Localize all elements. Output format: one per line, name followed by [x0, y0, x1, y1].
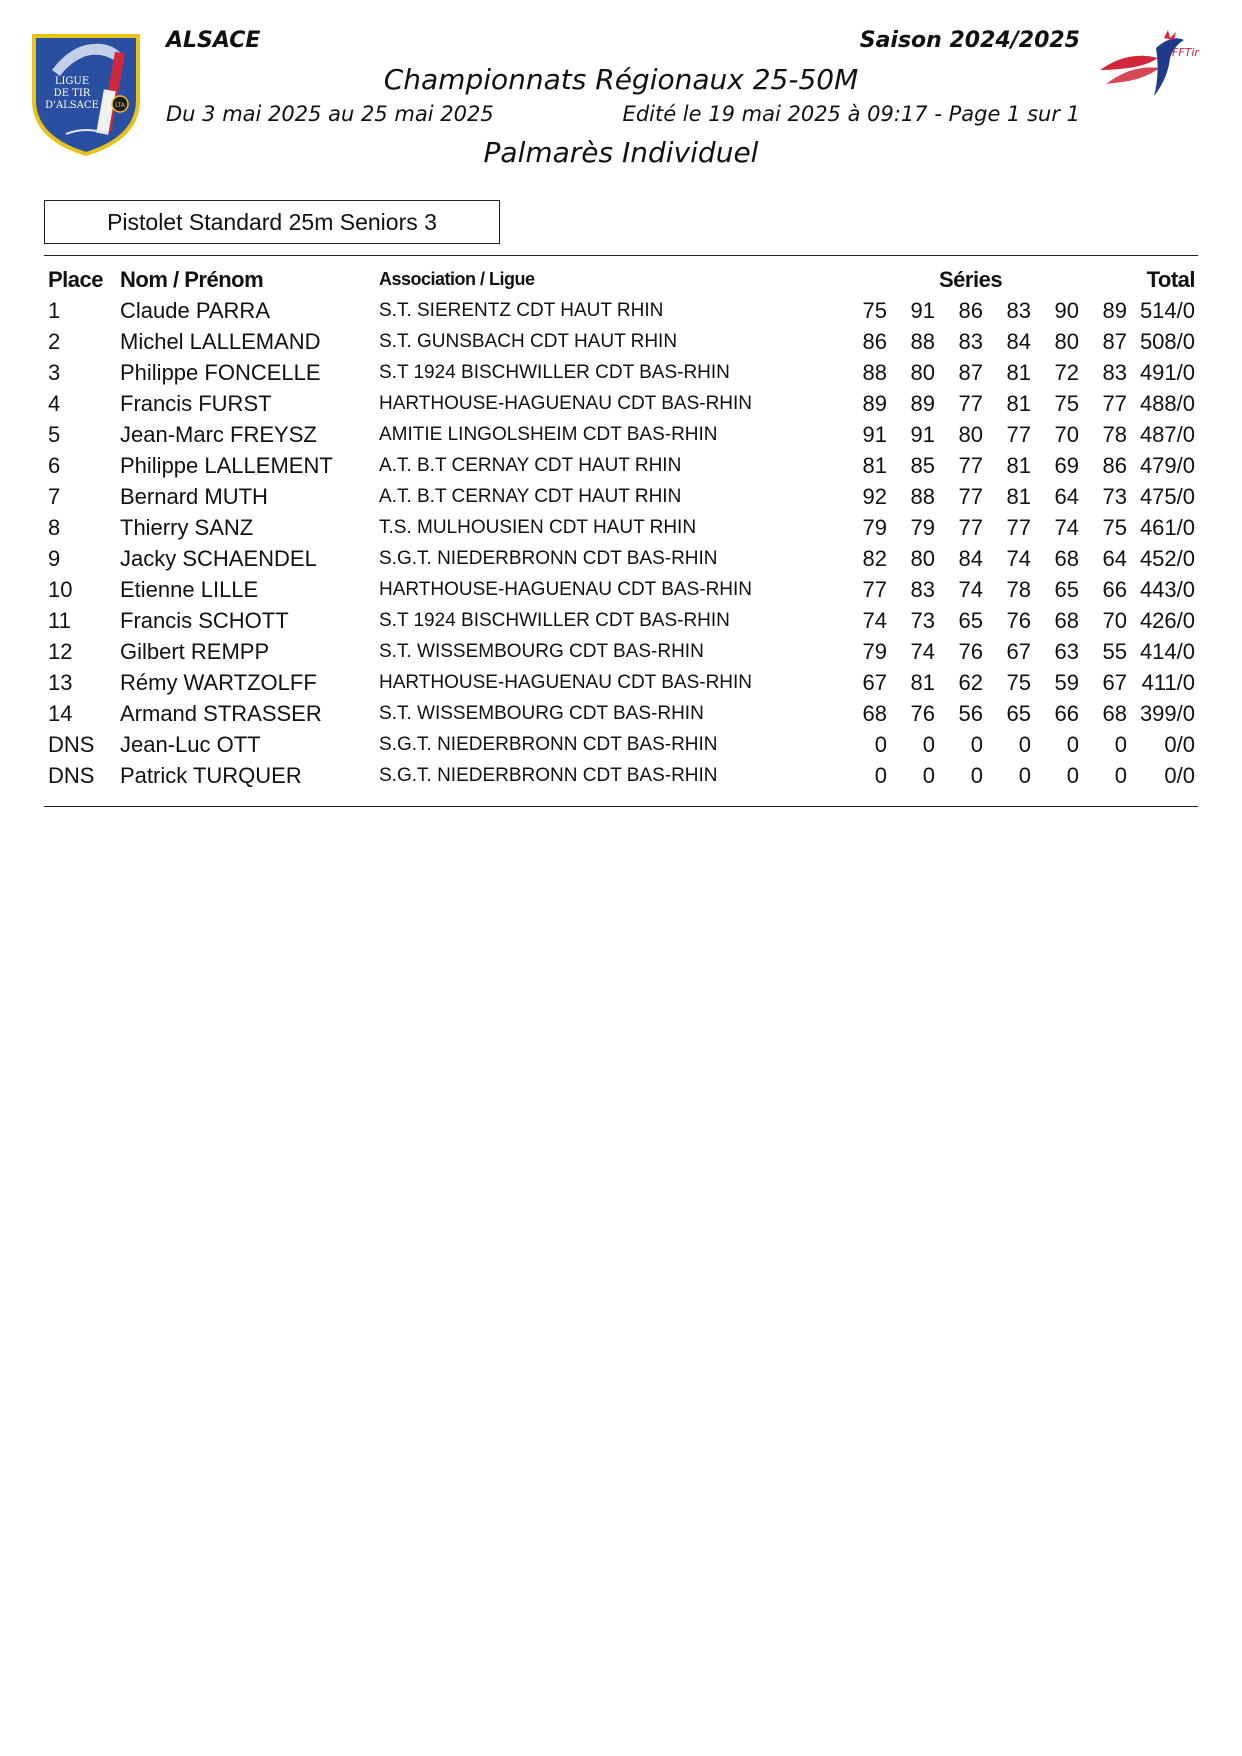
- series-6-cell: 68: [1102, 701, 1127, 726]
- series-2-cell: 80: [910, 360, 935, 385]
- total-cell: 0/0: [1164, 732, 1195, 757]
- total-cell: 411/0: [1141, 670, 1195, 695]
- place-cell: 6: [48, 453, 61, 478]
- place-cell: 2: [48, 329, 61, 354]
- series-2-cell: 79: [910, 515, 935, 540]
- association-cell: A.T. B.T CERNAY CDT HAUT RHIN: [379, 486, 682, 507]
- total-cell: 426/0: [1139, 608, 1195, 633]
- series-1-cell: 82: [862, 546, 887, 571]
- total-cell: 0/0: [1164, 763, 1195, 788]
- name-cell: Gilbert REMPP: [120, 639, 270, 664]
- series-4-cell: 67: [1006, 639, 1031, 664]
- table-row: [44, 481, 1198, 512]
- name-cell: Claude PARRA: [120, 298, 270, 323]
- series-2-cell: 89: [910, 391, 935, 416]
- series-4-cell: 81: [1006, 453, 1031, 478]
- table-row: [44, 512, 1198, 543]
- series-1-cell: 67: [862, 670, 887, 695]
- series-1-cell: 91: [862, 422, 887, 447]
- series-6-cell: 86: [1102, 453, 1127, 478]
- series-5-cell: 0: [1066, 763, 1079, 788]
- series-6-cell: 67: [1102, 670, 1127, 695]
- table-row: [44, 450, 1198, 481]
- table-header-row: [44, 264, 1198, 295]
- series-4-cell: 78: [1006, 577, 1031, 602]
- series-1-cell: 75: [862, 298, 887, 323]
- place-cell: 4: [48, 391, 61, 416]
- association-cell: S.T. SIERENTZ CDT HAUT RHIN: [379, 300, 664, 321]
- name-cell: Thierry SANZ: [120, 515, 254, 540]
- series-6-cell: 89: [1102, 298, 1127, 323]
- series-5-cell: 0: [1066, 732, 1079, 757]
- date-range: Du 3 mai 2025 au 25 mai 2025: [166, 102, 494, 126]
- table-row: [44, 419, 1198, 450]
- series-2-cell: 91: [910, 422, 935, 447]
- table-row: [44, 326, 1198, 357]
- table-row: [44, 729, 1198, 760]
- series-5-cell: 72: [1054, 360, 1079, 385]
- series-2-cell: 74: [910, 639, 935, 664]
- col-header-association: Association / Ligue: [379, 269, 535, 289]
- series-6-cell: 73: [1102, 484, 1127, 509]
- series-1-cell: 86: [862, 329, 887, 354]
- series-3-cell: 76: [958, 639, 983, 664]
- series-6-cell: 0: [1114, 732, 1127, 757]
- place-cell: DNS: [48, 732, 95, 757]
- series-1-cell: 88: [862, 360, 887, 385]
- series-1-cell: 74: [862, 608, 887, 633]
- logo-line1: LIGUE: [54, 76, 90, 87]
- series-4-cell: 76: [1006, 608, 1031, 633]
- series-5-cell: 75: [1054, 391, 1079, 416]
- table-top-rule: [44, 255, 1198, 256]
- logo-line2: DE TIR: [53, 88, 91, 99]
- total-cell: 443/0: [1139, 577, 1195, 602]
- championship-title: Championnats Régionaux 25-50M: [383, 63, 859, 96]
- series-3-cell: 80: [958, 422, 983, 447]
- page-subtitle: Palmarès Individuel: [483, 136, 759, 169]
- series-3-cell: 74: [958, 577, 983, 602]
- table-row: [44, 543, 1198, 574]
- series-6-cell: 70: [1102, 608, 1127, 633]
- edition-info: Edité le 19 mai 2025 à 09:17 - Page 1 sur 1: [622, 102, 1080, 126]
- series-1-cell: 0: [874, 763, 887, 788]
- name-cell: Bernard MUTH: [120, 484, 268, 509]
- name-cell: Jean-Luc OTT: [120, 732, 261, 757]
- place-cell: 7: [48, 484, 61, 509]
- name-cell: Francis FURST: [120, 391, 272, 416]
- col-header-name: Nom / Prénom: [120, 267, 264, 292]
- series-4-cell: 84: [1006, 329, 1031, 354]
- series-5-cell: 64: [1054, 484, 1079, 509]
- table-row: [44, 574, 1198, 605]
- table-row: [44, 698, 1198, 729]
- table-row: [44, 760, 1198, 791]
- place-cell: 14: [48, 701, 73, 726]
- series-5-cell: 90: [1054, 298, 1079, 323]
- table-row: [44, 357, 1198, 388]
- series-3-cell: 0: [970, 732, 983, 757]
- association-cell: S.T 1924 BISCHWILLER CDT BAS-RHIN: [379, 362, 730, 383]
- series-2-cell: 73: [910, 608, 935, 633]
- series-3-cell: 65: [958, 608, 983, 633]
- series-6-cell: 75: [1102, 515, 1127, 540]
- association-cell: S.T. WISSEMBOURG CDT BAS-RHIN: [379, 641, 704, 662]
- series-1-cell: 92: [862, 484, 887, 509]
- series-1-cell: 68: [862, 701, 887, 726]
- logo-badge: LTA: [115, 102, 125, 109]
- name-cell: Jean-Marc FREYSZ: [120, 422, 317, 447]
- series-6-cell: 78: [1102, 422, 1127, 447]
- table-row: [44, 636, 1198, 667]
- place-cell: 9: [48, 546, 61, 571]
- series-5-cell: 70: [1054, 422, 1079, 447]
- place-cell: 5: [48, 422, 61, 447]
- place-cell: 13: [48, 670, 73, 695]
- name-cell: Patrick TURQUER: [120, 763, 302, 788]
- series-2-cell: 88: [910, 484, 935, 509]
- total-cell: 475/0: [1139, 484, 1195, 509]
- total-cell: 488/0: [1139, 391, 1195, 416]
- series-6-cell: 66: [1102, 577, 1127, 602]
- total-cell: 452/0: [1139, 546, 1195, 571]
- series-6-cell: 83: [1102, 360, 1127, 385]
- series-4-cell: 81: [1006, 391, 1031, 416]
- series-5-cell: 59: [1054, 670, 1079, 695]
- series-3-cell: 77: [958, 453, 983, 478]
- series-3-cell: 77: [958, 391, 983, 416]
- association-cell: S.G.T. NIEDERBRONN CDT BAS-RHIN: [379, 765, 718, 786]
- table-body: [44, 295, 1198, 791]
- series-3-cell: 86: [958, 298, 983, 323]
- place-cell: 3: [48, 360, 61, 385]
- series-4-cell: 0: [1018, 732, 1031, 757]
- place-cell: DNS: [48, 763, 95, 788]
- series-2-cell: 76: [910, 701, 935, 726]
- place-cell: 1: [48, 298, 61, 323]
- event-title: Pistolet Standard 25m Seniors 3: [44, 200, 500, 244]
- col-header-place: Place: [48, 267, 103, 292]
- series-6-cell: 64: [1102, 546, 1127, 571]
- series-6-cell: 55: [1102, 639, 1127, 664]
- results-table: [44, 264, 1198, 791]
- series-4-cell: 83: [1006, 298, 1031, 323]
- col-header-series: Séries: [939, 267, 1003, 292]
- series-5-cell: 68: [1054, 546, 1079, 571]
- place-cell: 11: [48, 608, 71, 633]
- series-4-cell: 74: [1006, 546, 1031, 571]
- series-5-cell: 63: [1054, 639, 1079, 664]
- series-2-cell: 83: [910, 577, 935, 602]
- series-5-cell: 80: [1054, 329, 1079, 354]
- col-header-total: Total: [1146, 267, 1195, 292]
- series-2-cell: 0: [922, 732, 935, 757]
- association-cell: HARTHOUSE-HAGUENAU CDT BAS-RHIN: [379, 579, 753, 600]
- series-6-cell: 87: [1102, 329, 1127, 354]
- name-cell: Philippe FONCELLE: [120, 360, 321, 385]
- series-5-cell: 65: [1054, 577, 1079, 602]
- association-cell: A.T. B.T CERNAY CDT HAUT RHIN: [379, 455, 682, 476]
- series-1-cell: 89: [862, 391, 887, 416]
- table-row: [44, 667, 1198, 698]
- series-3-cell: 87: [958, 360, 983, 385]
- series-4-cell: 77: [1006, 515, 1031, 540]
- total-cell: 508/0: [1139, 329, 1195, 354]
- series-5-cell: 74: [1054, 515, 1079, 540]
- place-cell: 10: [48, 577, 73, 602]
- fftir-logo-text: FFTir: [1172, 46, 1199, 59]
- series-2-cell: 91: [910, 298, 935, 323]
- table-row: [44, 388, 1198, 419]
- series-1-cell: 0: [874, 732, 887, 757]
- association-cell: S.G.T. NIEDERBRONN CDT BAS-RHIN: [379, 548, 718, 569]
- total-cell: 514/0: [1139, 298, 1195, 323]
- series-1-cell: 79: [862, 639, 887, 664]
- series-2-cell: 81: [910, 670, 935, 695]
- total-cell: 479/0: [1139, 453, 1195, 478]
- series-6-cell: 0: [1114, 763, 1127, 788]
- association-cell: S.G.T. NIEDERBRONN CDT BAS-RHIN: [379, 734, 718, 755]
- series-4-cell: 77: [1006, 422, 1031, 447]
- series-4-cell: 81: [1006, 484, 1031, 509]
- total-cell: 487/0: [1139, 422, 1195, 447]
- series-2-cell: 80: [910, 546, 935, 571]
- series-1-cell: 81: [862, 453, 887, 478]
- name-cell: Rémy WARTZOLFF: [120, 670, 317, 695]
- table-bottom-rule: [44, 806, 1198, 807]
- name-cell: Etienne LILLE: [120, 577, 259, 602]
- series-3-cell: 84: [958, 546, 983, 571]
- series-3-cell: 83: [958, 329, 983, 354]
- name-cell: Michel LALLEMAND: [120, 329, 321, 354]
- association-cell: T.S. MULHOUSIEN CDT HAUT RHIN: [379, 517, 697, 538]
- series-3-cell: 56: [958, 701, 983, 726]
- name-cell: Armand STRASSER: [120, 701, 322, 726]
- place-cell: 8: [48, 515, 61, 540]
- series-5-cell: 66: [1054, 701, 1079, 726]
- association-cell: S.T. WISSEMBOURG CDT BAS-RHIN: [379, 703, 704, 724]
- series-1-cell: 79: [862, 515, 887, 540]
- table-row: [44, 605, 1198, 636]
- name-cell: Philippe LALLEMENT: [120, 453, 333, 478]
- name-cell: Francis SCHOTT: [120, 608, 289, 633]
- table-row: [44, 295, 1198, 326]
- association-cell: HARTHOUSE-HAGUENAU CDT BAS-RHIN: [379, 393, 753, 414]
- series-4-cell: 81: [1006, 360, 1031, 385]
- series-6-cell: 77: [1102, 391, 1127, 416]
- series-4-cell: 0: [1018, 763, 1031, 788]
- place-cell: 12: [48, 639, 73, 664]
- association-cell: S.T 1924 BISCHWILLER CDT BAS-RHIN: [379, 610, 730, 631]
- name-cell: Jacky SCHAENDEL: [120, 546, 317, 571]
- series-5-cell: 68: [1054, 608, 1079, 633]
- series-5-cell: 69: [1054, 453, 1079, 478]
- series-1-cell: 77: [862, 577, 887, 602]
- logo-line3: D'ALSACE: [45, 100, 99, 111]
- series-3-cell: 62: [958, 670, 983, 695]
- series-2-cell: 0: [922, 763, 935, 788]
- series-4-cell: 75: [1006, 670, 1031, 695]
- series-2-cell: 85: [910, 453, 935, 478]
- total-cell: 399/0: [1139, 701, 1195, 726]
- association-cell: AMITIE LINGOLSHEIM CDT BAS-RHIN: [379, 424, 718, 445]
- season-label: Saison 2024/2025: [859, 28, 1080, 53]
- association-cell: HARTHOUSE-HAGUENAU CDT BAS-RHIN: [379, 672, 753, 693]
- association-cell: S.T. GUNSBACH CDT HAUT RHIN: [379, 331, 678, 352]
- series-3-cell: 77: [958, 515, 983, 540]
- series-3-cell: 77: [958, 484, 983, 509]
- series-3-cell: 0: [970, 763, 983, 788]
- total-cell: 414/0: [1139, 639, 1195, 664]
- total-cell: 491/0: [1139, 360, 1195, 385]
- total-cell: 461/0: [1139, 515, 1195, 540]
- region-label: ALSACE: [166, 28, 261, 53]
- series-4-cell: 65: [1006, 701, 1031, 726]
- series-2-cell: 88: [910, 329, 935, 354]
